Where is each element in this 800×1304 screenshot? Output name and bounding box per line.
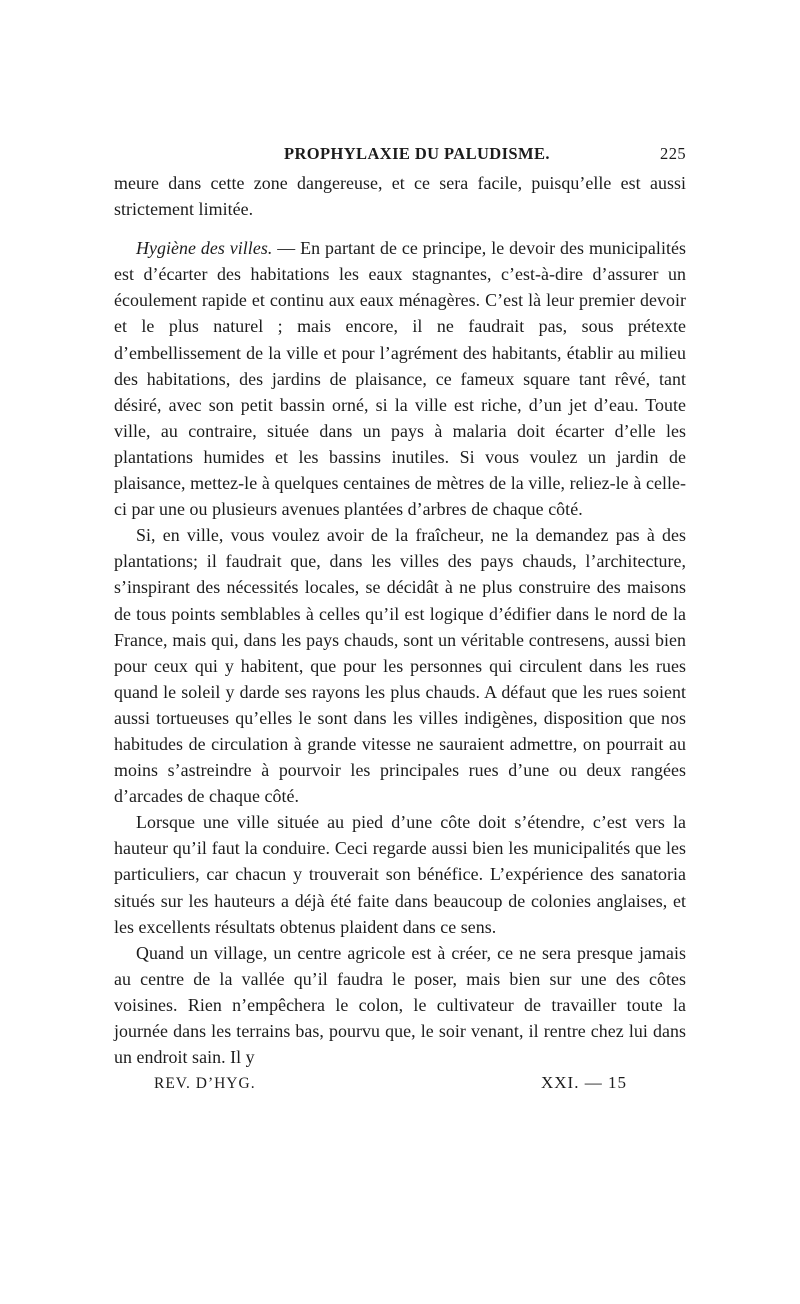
section-heading: Hygiène des villes.: [136, 238, 273, 259]
page-number: 225: [660, 144, 686, 163]
paragraph-continuation: meure dans cette zone dangereuse, et ce sera facile, puisqu’elle est aussi strictement limitée.: [114, 173, 686, 220]
journal-signature: REV. D’HYG.: [154, 1075, 256, 1093]
book-page: [114, 140, 686, 1100]
page-footer: [114, 1072, 686, 1100]
paragraph-hauteur: Lorsque une ville située au pied d’une côte doit s’étendre, c’est vers la hauteur qu’il faut la conduire. Ceci regarde aussi bien les municipalités que les particuliers, car chacun y trouverait son bénéfice. L’expérience des sanatoria situés sur les hauteurs a déjà été faite dans beaucoup de colonies anglaises, et les excellents résultats obtenus plaident dans ce sens.: [114, 812, 686, 937]
paragraph-village: Quand un village, un centre agricole est à créer, ce ne sera presque jamais au centre de la vallée qu’il faudra le poser, mais bien sur une des côtes voisines. Rien n’empêchera le colon, le cultivateur de travailler toute la journée dans les terrains bas, pourvu que, le soir venant, il rentre chez lui dans un endroit sain. Il y: [114, 942, 686, 1068]
running-title: PROPHYLAXIE DU PALUDISME.: [284, 144, 550, 163]
running-header: [114, 140, 686, 170]
body-text: [114, 170, 686, 1070]
volume-signature: XXI. — 15: [541, 1073, 627, 1093]
paragraph-hygiene-des-villes: [114, 235, 686, 522]
paragraph-text: — En partant de ce principe, le devoir des municipalités est d’écarter des habitations les eaux stagnantes, c’est-à-dire d’assurer un écoulement rapide et continu aux eaux ménagères. C’est là leur premier devoir et le plus naturel ; mais encore, il ne faudrait pas, sous prétexte d’embellissement de la ville et pour l’agrément des habitants, établir au milieu des habitations, des jardins de plaisance, ce fameux square tant rêvé, tant désiré, avec son petit bassin orné, si la ville est riche, d’un jet d’eau. Toute ville, au contraire, située dans un pays à malaria doit écarter d’elle les plantations humides et les bassins inutiles. Si vous voulez un jardin de plaisance, mettez-le à quelques centaines de mètres de la ville, reliez-le à celle-ci par une ou plusieurs avenues plantées d’arbres de chaque côté.: [114, 238, 686, 520]
paragraph-fraicheur: Si, en ville, vous voulez avoir de la fraîcheur, ne la demandez pas à des plantations; il faudrait que, dans les villes des pays chauds, l’architecture, s’inspirant des nécessités locales, se décidât à ne plus construire des maisons de tous points semblables à celles qu’il est logique d’édifier dans le nord de la France, mais qui, dans les pays chauds, sont un véritable contresens, aussi bien pour ceux qui y habitent, que pour les personnes qui circulent dans les rues quand le soleil y darde ses rayons les plus chauds. A défaut que les rues soient aussi tortueuses qu’elles le sont dans les villes indigènes, disposition que nos habitudes de circulation à grande vitesse ne sauraient admettre, on pourrait au moins s’astreindre à pourvoir les principales rues d’une ou deux rangées d’arcades de chaque côté.: [114, 525, 686, 807]
